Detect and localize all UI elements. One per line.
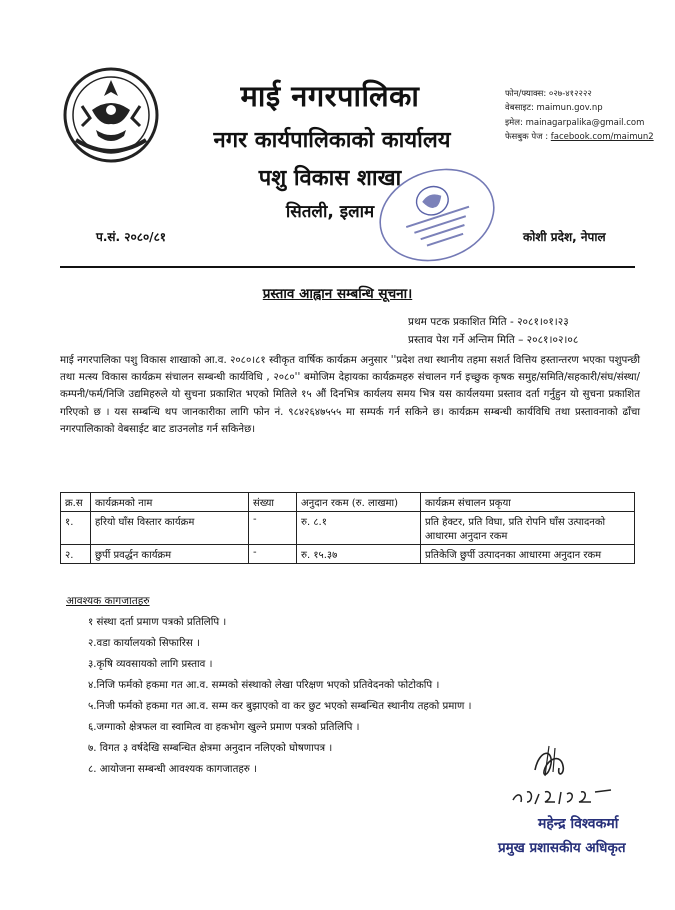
list-item: ६.जग्गाको क्षेत्रफल वा स्वामित्व वा हकभोग खुल्ने प्रमाण पत्रको प्रतिलिपि । [88, 722, 360, 733]
table-row [61, 545, 635, 564]
list-item: ७. विगत ३ वर्षदेखि सम्बन्धित क्षेत्रमा अनुदान नलिएको घोषणापत्र । [88, 743, 333, 754]
province-name: कोशी प्रदेश, नेपाल [523, 230, 606, 244]
last-submission-date: प्रस्ताव पेश गर्ने अन्तिम मिति – २०८१।०२।०८ [408, 334, 579, 346]
facebook-label: फेसबुक पेज : [505, 132, 549, 142]
cell-count: - [249, 545, 297, 564]
notice-subject [0, 284, 675, 302]
cell-process: प्रति हेक्टर, प्रति विघा, प्रति रोपनि घाँस उत्पादनको आधारमा अनुदान रकम [421, 512, 635, 545]
contact-email: इमेल: mainagarpalika@gmail.com [505, 118, 645, 128]
cell-process: प्रतिकेजि छुर्पी उत्पादनका आधारमा अनुदान रकम [421, 545, 635, 564]
header-process: कार्यक्रम संचालन प्रकृया [421, 493, 635, 512]
header-program: कार्यक्रमको नाम [91, 493, 249, 512]
handwritten-signature [505, 742, 625, 814]
signatory-name: महेन्द्र विश्वकर्मा [538, 816, 619, 832]
list-item: २.वडा कार्यालयको सिफारिस । [88, 638, 200, 649]
contact-website: वेबसाइट: maimun.gov.np [505, 103, 603, 113]
office-location: सितली, इलाम [285, 202, 375, 222]
header-sn: क्र.स [61, 493, 91, 512]
list-item: ८. आयोजना सम्बन्धी आवश्यक कागजातहरु । [88, 764, 257, 775]
office-stamp [372, 160, 502, 270]
table-header-row [61, 493, 635, 512]
list-item: १ संस्था दर्ता प्रमाण पत्रको प्रतिलिपि । [88, 617, 227, 628]
list-item: ४.निजि फर्मको हकमा गत आ.व. सम्मको संस्थाको लेखा परिक्षण भएको प्रतिवेदनको फोटोकपि । [88, 680, 440, 691]
cell-program: हरियो घाँस विस्तार कार्यक्रम [91, 512, 249, 545]
header-grant: अनुदान रकम (रु. लाखमा) [297, 493, 421, 512]
office-name: नगर कार्यपालिकाको कार्यालय [213, 128, 451, 153]
cell-count: - [249, 512, 297, 545]
list-item: ३.कृषि व्यवसायको लागि प्रस्ताव । [88, 659, 213, 670]
cell-grant: रु. ८.१ [297, 512, 421, 545]
subject-text: प्रस्ताव आह्वान सम्बन्धि सूचना। [262, 286, 413, 302]
table-row [61, 512, 635, 545]
header-count: संख्या [249, 493, 297, 512]
cell-sn: २. [61, 545, 91, 564]
signatory-post: प्रमुख प्रशासकीय अधिकृत [498, 840, 626, 856]
required-docs-title: आवश्यक कागजातहरु [66, 595, 150, 607]
contact-phone: फोन/फ्याक्स: ०२७-४१२२२२ [505, 89, 592, 99]
municipality-name: माई नगरपालिका [240, 79, 420, 113]
notice-body: माई नगरपालिका पशु विकास शाखाको आ.व. २०८०।८१ स्वीकृत वार्षिक कार्यक्रम अनुसार ''प्रदेश तथा स्थानीय तहमा सशर्त वित्तिय हस्तान्तरण भएका पशुपन्छी तथा मत्स्य विकास कार्यक्रम संचालन सम्बन्धी कार्यविधि , २०८०'' बमोजिम देहायका कार्यक्रमहरु संचालन गर्न इच्छुक कृषक समुह/समिति/सहकारी/संघ/संस्था/कम्पनी/फर्म/निजि उद्यमिहरुले यो सुचना प्रकाशित भएको मितिले १५ औं दिनभित्र कार्यलय समय भित्र यस कार्यलयमा प्रस्ताव दर्ता गर्नुहुन यो सुचना प्रकाशित गरिएको छ । यस सम्बन्धि थप जानकारीका लागि फोन नं. ९८४२६४७५५५ मा सम्पर्क गर्न सकिने छ। कार्यक्रम सम्बन्धी कार्यविधि तथा प्रस्तावनाको ढाँचा नगरपालिकाको वेबसाईट बाट डाउनलोड गर्न सकिनेछ। [60, 355, 640, 435]
first-published-date: प्रथम पटक प्रकाशित मिति - २०८१।०१।२३ [408, 316, 569, 328]
contact-facebook [505, 131, 654, 142]
header-divider [60, 266, 635, 268]
branch-name: पशु विकास शाखा [258, 166, 402, 191]
cell-grant: रु. १५.३७ [297, 545, 421, 564]
list-item: ५.निजी फर्मको हकमा गत आ.व. सम्म कर बुझाएको वा कर छुट भएको सम्बन्धित स्थानीय तहको प्रमाण । [88, 701, 472, 712]
program-table [60, 492, 635, 564]
nepal-emblem-logo [62, 66, 160, 164]
cell-program: छुर्पी प्रवर्द्धन कार्यक्रम [91, 545, 249, 564]
cell-sn: १. [61, 512, 91, 545]
facebook-link[interactable]: facebook.com/maimun2 [550, 132, 654, 142]
reference-number: प.सं. २०८०/८१ [96, 230, 167, 244]
